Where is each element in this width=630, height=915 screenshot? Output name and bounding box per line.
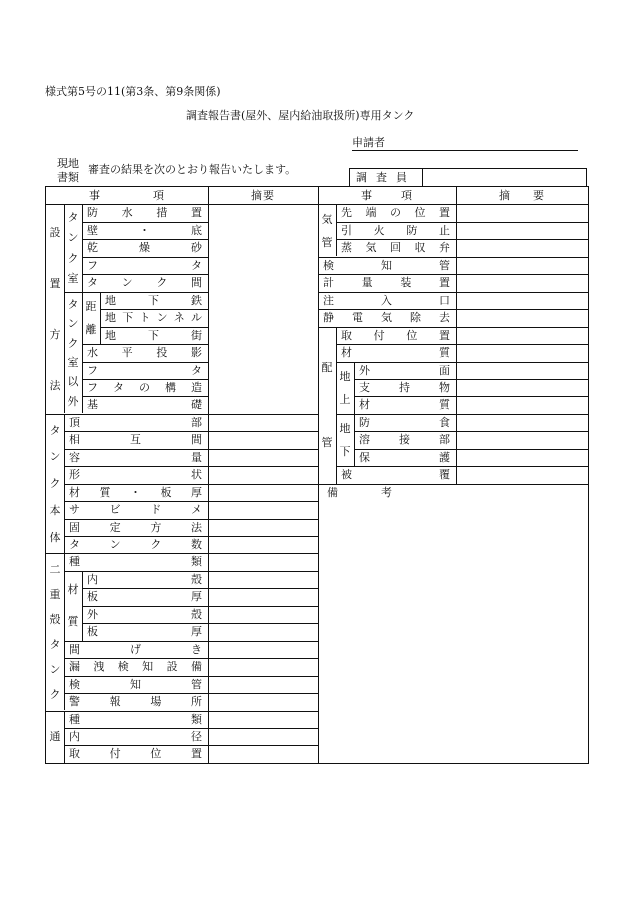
table-rule [82,362,208,363]
summary-cell[interactable] [209,624,317,639]
table-item-label: 壁 ・ 底 [87,223,202,237]
summary-cell[interactable] [209,642,317,657]
table-item-label: タ ン ク 間 [87,276,202,290]
summary-cell[interactable] [209,328,317,343]
summary-cell[interactable] [457,258,587,273]
summary-cell[interactable] [457,310,587,325]
remarks-area[interactable] [320,501,586,761]
vertical-group-label: 二 重 殻 タ ン ク [49,562,61,702]
vertical-group-label: 通 [49,730,61,744]
summary-cell[interactable] [209,694,317,709]
table-item-label: 外 殻 [87,607,202,621]
table-item-label: 頂 部 [69,415,202,429]
table-item-label: 乾 燥 砂 [87,241,202,255]
table-item-label: フ タ [87,363,202,377]
summary-cell[interactable] [457,345,587,360]
summary-cell[interactable] [209,205,317,220]
table-item-label: フ タ の 構 造 [87,380,202,394]
table-item-label: 取 付 位 置 [341,328,450,342]
summary-cell[interactable] [209,502,317,517]
summary-cell[interactable] [209,746,317,761]
summary-cell[interactable] [209,712,317,727]
table-item-label: 内 殻 [87,572,202,586]
table-item-label: 間 げ き [69,642,202,656]
summary-cell[interactable] [457,450,587,465]
table-item-label: 引 火 防 止 [341,223,450,237]
table-item-label: 材 質 [341,346,450,360]
intro-text: 審査の結果を次のとおり報告いたします。 [88,163,297,176]
summary-cell[interactable] [209,537,317,552]
table-item-label: 内 径 [69,729,202,743]
table-item-label: フ タ [87,258,202,272]
summary-cell[interactable] [457,467,587,482]
summary-cell[interactable] [209,275,317,290]
table-item-label: 保 護 [359,450,450,464]
summary-cell[interactable] [209,677,317,692]
inspector-label: 調査員 [350,169,423,186]
table-item-label: 外 面 [359,363,450,377]
form-number: 様式第5号の11(第3条、第9条関係) [45,85,221,98]
summary-cell[interactable] [209,485,317,500]
table-rule [82,379,208,380]
table-item-label: 被 覆 [341,468,450,482]
summary-cell[interactable] [209,363,317,378]
summary-cell[interactable] [457,363,587,378]
distance-label: 距 離 [85,299,97,336]
vertical-group-label: タ ン ク 室 以 外 [67,297,79,408]
summary-cell[interactable] [209,572,317,587]
table-rule [318,484,588,485]
table-item-label: 板 厚 [87,625,202,639]
summary-cell[interactable] [209,554,317,569]
table-rule [100,309,208,310]
column-header: 摘 要 [499,189,544,202]
summary-cell[interactable] [209,380,317,395]
applicant-signature-line[interactable] [352,150,578,151]
table-item-label: 基 礎 [87,398,202,412]
summary-cell[interactable] [457,293,587,308]
table-item-label: 形 状 [69,468,202,482]
summary-cell[interactable] [209,432,317,447]
table-item-label: 先 端 の 位 置 [341,206,450,220]
table-item-label: 種 類 [69,555,202,569]
vertical-group-label: 配 管 [321,360,333,450]
table-rule [82,222,208,223]
inspector-box[interactable] [349,168,587,187]
table-item-label: 漏 洩 検 知 設 備 [69,660,202,674]
summary-cell[interactable] [457,240,587,255]
underground-label: 地 下 [339,421,351,459]
table-rule [82,239,208,240]
above-ground-label: 地 上 [339,369,351,406]
vertical-group-label: 気 管 [321,212,333,249]
table-item-label: 容 量 [69,450,202,464]
table-rule [100,327,208,328]
summary-cell[interactable] [457,415,587,430]
column-header: 事 項 [361,189,412,202]
summary-cell[interactable] [209,293,317,308]
summary-cell[interactable] [209,467,317,482]
summary-cell[interactable] [457,380,587,395]
summary-cell[interactable] [209,450,317,465]
vertical-group-label: タ ン ク 室 [67,211,79,286]
summary-cell[interactable] [209,415,317,430]
table-item-label: 防 水 措 置 [87,206,202,220]
table-item-label: 支 持 物 [359,380,450,394]
column-header: 摘 要 [251,189,274,202]
table-item-label: 検 知 管 [323,258,450,272]
table-item-label: 水 平 投 影 [87,346,202,360]
table-item-label: 地 下 鉄 [105,293,202,307]
inspection-table [45,186,589,764]
table-item-label: 溶 接 部 [359,433,450,447]
table-item-label: 相 互 間 [69,433,202,447]
remarks-label: 備 考 [327,485,392,499]
table-rule [82,344,208,345]
summary-cell[interactable] [209,258,317,273]
table-item-label: 注 入 口 [323,293,450,307]
applicant-label: 申請者 [352,136,385,149]
table-item-label: 検 知 管 [69,677,202,691]
table-item-label: サ ビ ド メ [69,503,202,517]
table-item-label: 取 付 位 置 [69,747,202,761]
table-item-label: 板 厚 [87,590,202,604]
summary-cell[interactable] [457,328,587,343]
table-item-label: 蒸 気 回 収 弁 [341,241,450,255]
vertical-group-label: 設 置 方 法 [49,226,61,392]
table-item-label: 静 電 気 除 去 [323,311,450,325]
site-documents-label: 現地書類 [57,157,79,184]
column-header: 事 項 [89,189,164,202]
summary-cell[interactable] [209,240,317,255]
summary-cell[interactable] [209,310,317,325]
table-rule [82,396,208,397]
summary-cell[interactable] [457,275,587,290]
table-rule [64,292,82,293]
summary-cell[interactable] [209,520,317,535]
table-item-label: 警 報 場 所 [69,695,202,709]
summary-cell[interactable] [209,345,317,360]
table-item-label: タ ン ク 数 [69,538,202,551]
document-title: 調査報告書(屋外、屋内給油取扱所)専用タンク [186,109,415,122]
vertical-group-label: タ ン ク 本 体 [49,423,61,544]
table-item-label: 計 量 装 置 [323,276,450,290]
table-item-label: 地 下 街 [105,328,202,342]
table-rule [82,274,208,275]
summary-cell[interactable] [457,205,587,220]
summary-cell[interactable] [209,607,317,622]
summary-cell[interactable] [209,223,317,238]
table-item-label: 種 類 [69,712,202,726]
summary-cell[interactable] [457,432,587,447]
summary-cell[interactable] [209,729,317,744]
summary-cell[interactable] [209,659,317,674]
table-item-label: 防 食 [359,415,450,429]
summary-cell[interactable] [209,589,317,604]
table-item-label: 材 質 [359,398,450,412]
table-item-label: 材 質 ・ 板 厚 [69,485,202,499]
summary-cell[interactable] [209,397,317,412]
table-item-label: 固 定 方 法 [69,520,202,534]
summary-cell[interactable] [457,223,587,238]
table-rule [336,414,354,415]
table-rule [82,257,208,258]
material-label: 材 質 [67,583,79,629]
table-rule [336,466,354,467]
summary-cell[interactable] [457,397,587,412]
table-item-label: 地 下 ト ン ネ ル [105,311,202,325]
